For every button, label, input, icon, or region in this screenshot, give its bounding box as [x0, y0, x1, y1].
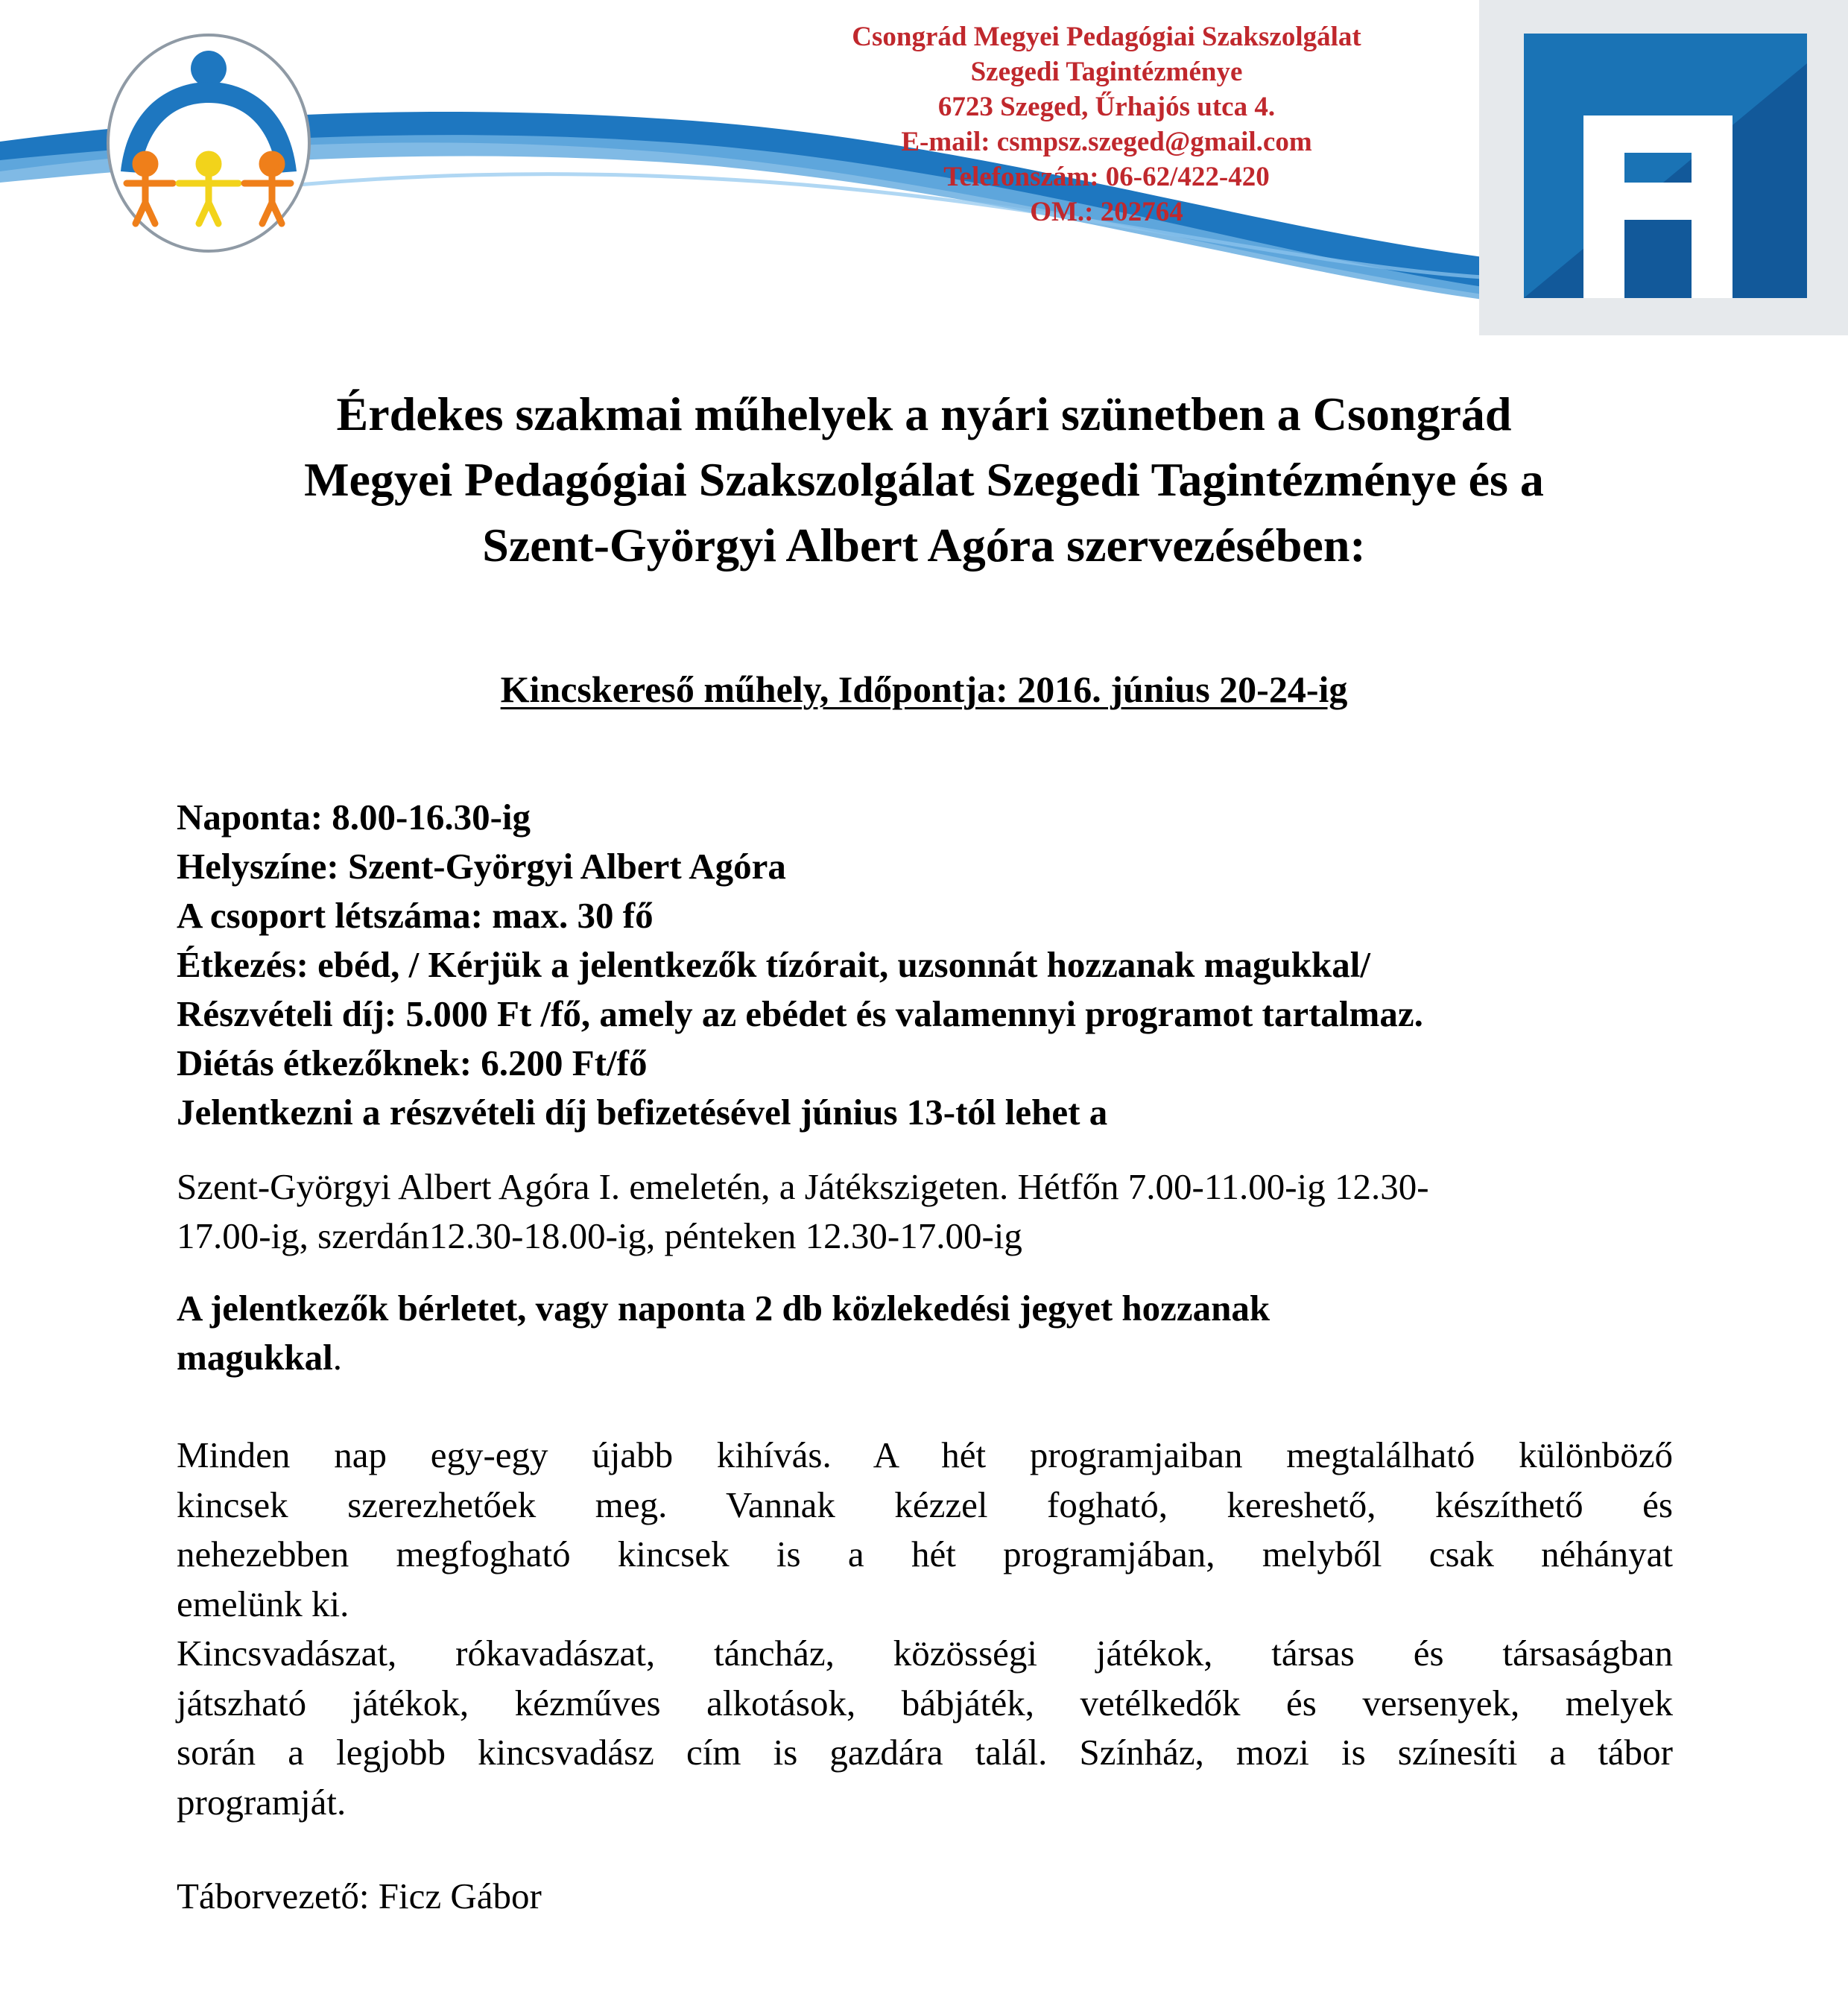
detail-schedule: Naponta: 8.00-16.30-ig [177, 797, 531, 838]
paragraph-line: emelünk ki. [177, 1583, 349, 1624]
agora-a-logo-icon [1524, 34, 1807, 298]
ticket-notice-period: . [332, 1337, 342, 1378]
institution-om-code: OM.: 202764 [1030, 197, 1183, 227]
detail-fee: Részvételi díj: 5.000 Ft /fő, amely az ebédet és valamennyi programot tartalmaz. [177, 993, 1423, 1034]
institution-branch: Szegedi Tagintézménye [970, 57, 1243, 87]
institution-address: 6723 Szeged, Űrhajós utca 4. [937, 92, 1276, 122]
paragraph-line: játszható játékok, kézműves alkotások, bábjáték, vetélkedők és versenyek, melyek [177, 1682, 1673, 1723]
ticket-notice-line: A jelentkezők bérletet, vagy naponta 2 db közlekedési jegyet hozzanak [177, 1288, 1270, 1329]
title-line: Érdekes szakmai műhelyek a nyári szünetben a Csongrád [336, 387, 1512, 440]
institution-phone: Telefonszám: 06-62/422-420 [943, 162, 1270, 192]
paragraph-line: programját. [177, 1781, 346, 1823]
institution-name: Csongrád Megyei Pedagógiai Szakszolgálat [852, 22, 1361, 52]
registration-line: Szent-Györgyi Albert Agóra I. emeletén, a Játékszigeten. Hétfőn 7.00-11.00-ig 12.30- [177, 1166, 1429, 1207]
paragraph-line: Kincsvadászat, rókavadászat, táncház, közösségi játékok, társas és társaságban [177, 1633, 1673, 1674]
detail-group-size: A csoport létszáma: max. 30 fő [177, 895, 654, 936]
detail-meals: Étkezés: ebéd, / Kérjük a jelentkezők tízórait, uzsonnát hozzanak magukkal/ [177, 944, 1370, 985]
title-line: Szent-Györgyi Albert Agóra szervezésében: [482, 519, 1366, 572]
agora-logo-panel [1479, 0, 1848, 335]
workshop-subtitle: Kincskereső műhely, Időpontja: 2016. június 20-24-ig [500, 668, 1348, 710]
institution-contact-block [730, 19, 1483, 230]
page-title [134, 382, 1714, 578]
institution-email: E-mail: csmpsz.szeged@gmail.com [901, 127, 1312, 157]
letterhead [0, 0, 1848, 343]
paragraph-line: során a legjobb kincsvadász cím is gazdára talál. Színház, mozi is színesíti a tábor [177, 1732, 1673, 1773]
paragraph-line: nehezebben megfogható kincsek is a hét programjában, melyből csak néhányat [177, 1533, 1673, 1574]
description-paragraph [177, 1431, 1673, 1629]
title-line: Megyei Pedagógiai Szakszolgálat Szegedi Tagintézménye és a [304, 453, 1544, 506]
ticket-notice [177, 1284, 1682, 1382]
workshop-details [177, 793, 1682, 1137]
registration-info [177, 1162, 1682, 1261]
activities-paragraph [177, 1629, 1673, 1827]
detail-diet-fee: Diétás étkezőknek: 6.200 Ft/fő [177, 1042, 648, 1083]
detail-registration: Jelentkezni a részvételi díj befizetésével június 13-tól lehet a [177, 1092, 1108, 1133]
family-circle-logo-icon [104, 24, 313, 255]
ticket-notice-line: magukkal [177, 1337, 333, 1378]
paragraph-line: Minden nap egy-egy újabb kihívás. A hét programjaiban megtalálható különböző [177, 1434, 1673, 1475]
registration-line: 17.00-ig, szerdán12.30-18.00-ig, pénteken 12.30-17.00-ig [177, 1215, 1022, 1256]
detail-location: Helyszíne: Szent-Györgyi Albert Agóra [177, 846, 786, 887]
paragraph-line: kincsek szerezhetőek meg. Vannak kézzel fogható, kereshető, készíthető és [177, 1484, 1673, 1525]
camp-leader: Táborvezető: Ficz Gábor [177, 1876, 542, 1916]
